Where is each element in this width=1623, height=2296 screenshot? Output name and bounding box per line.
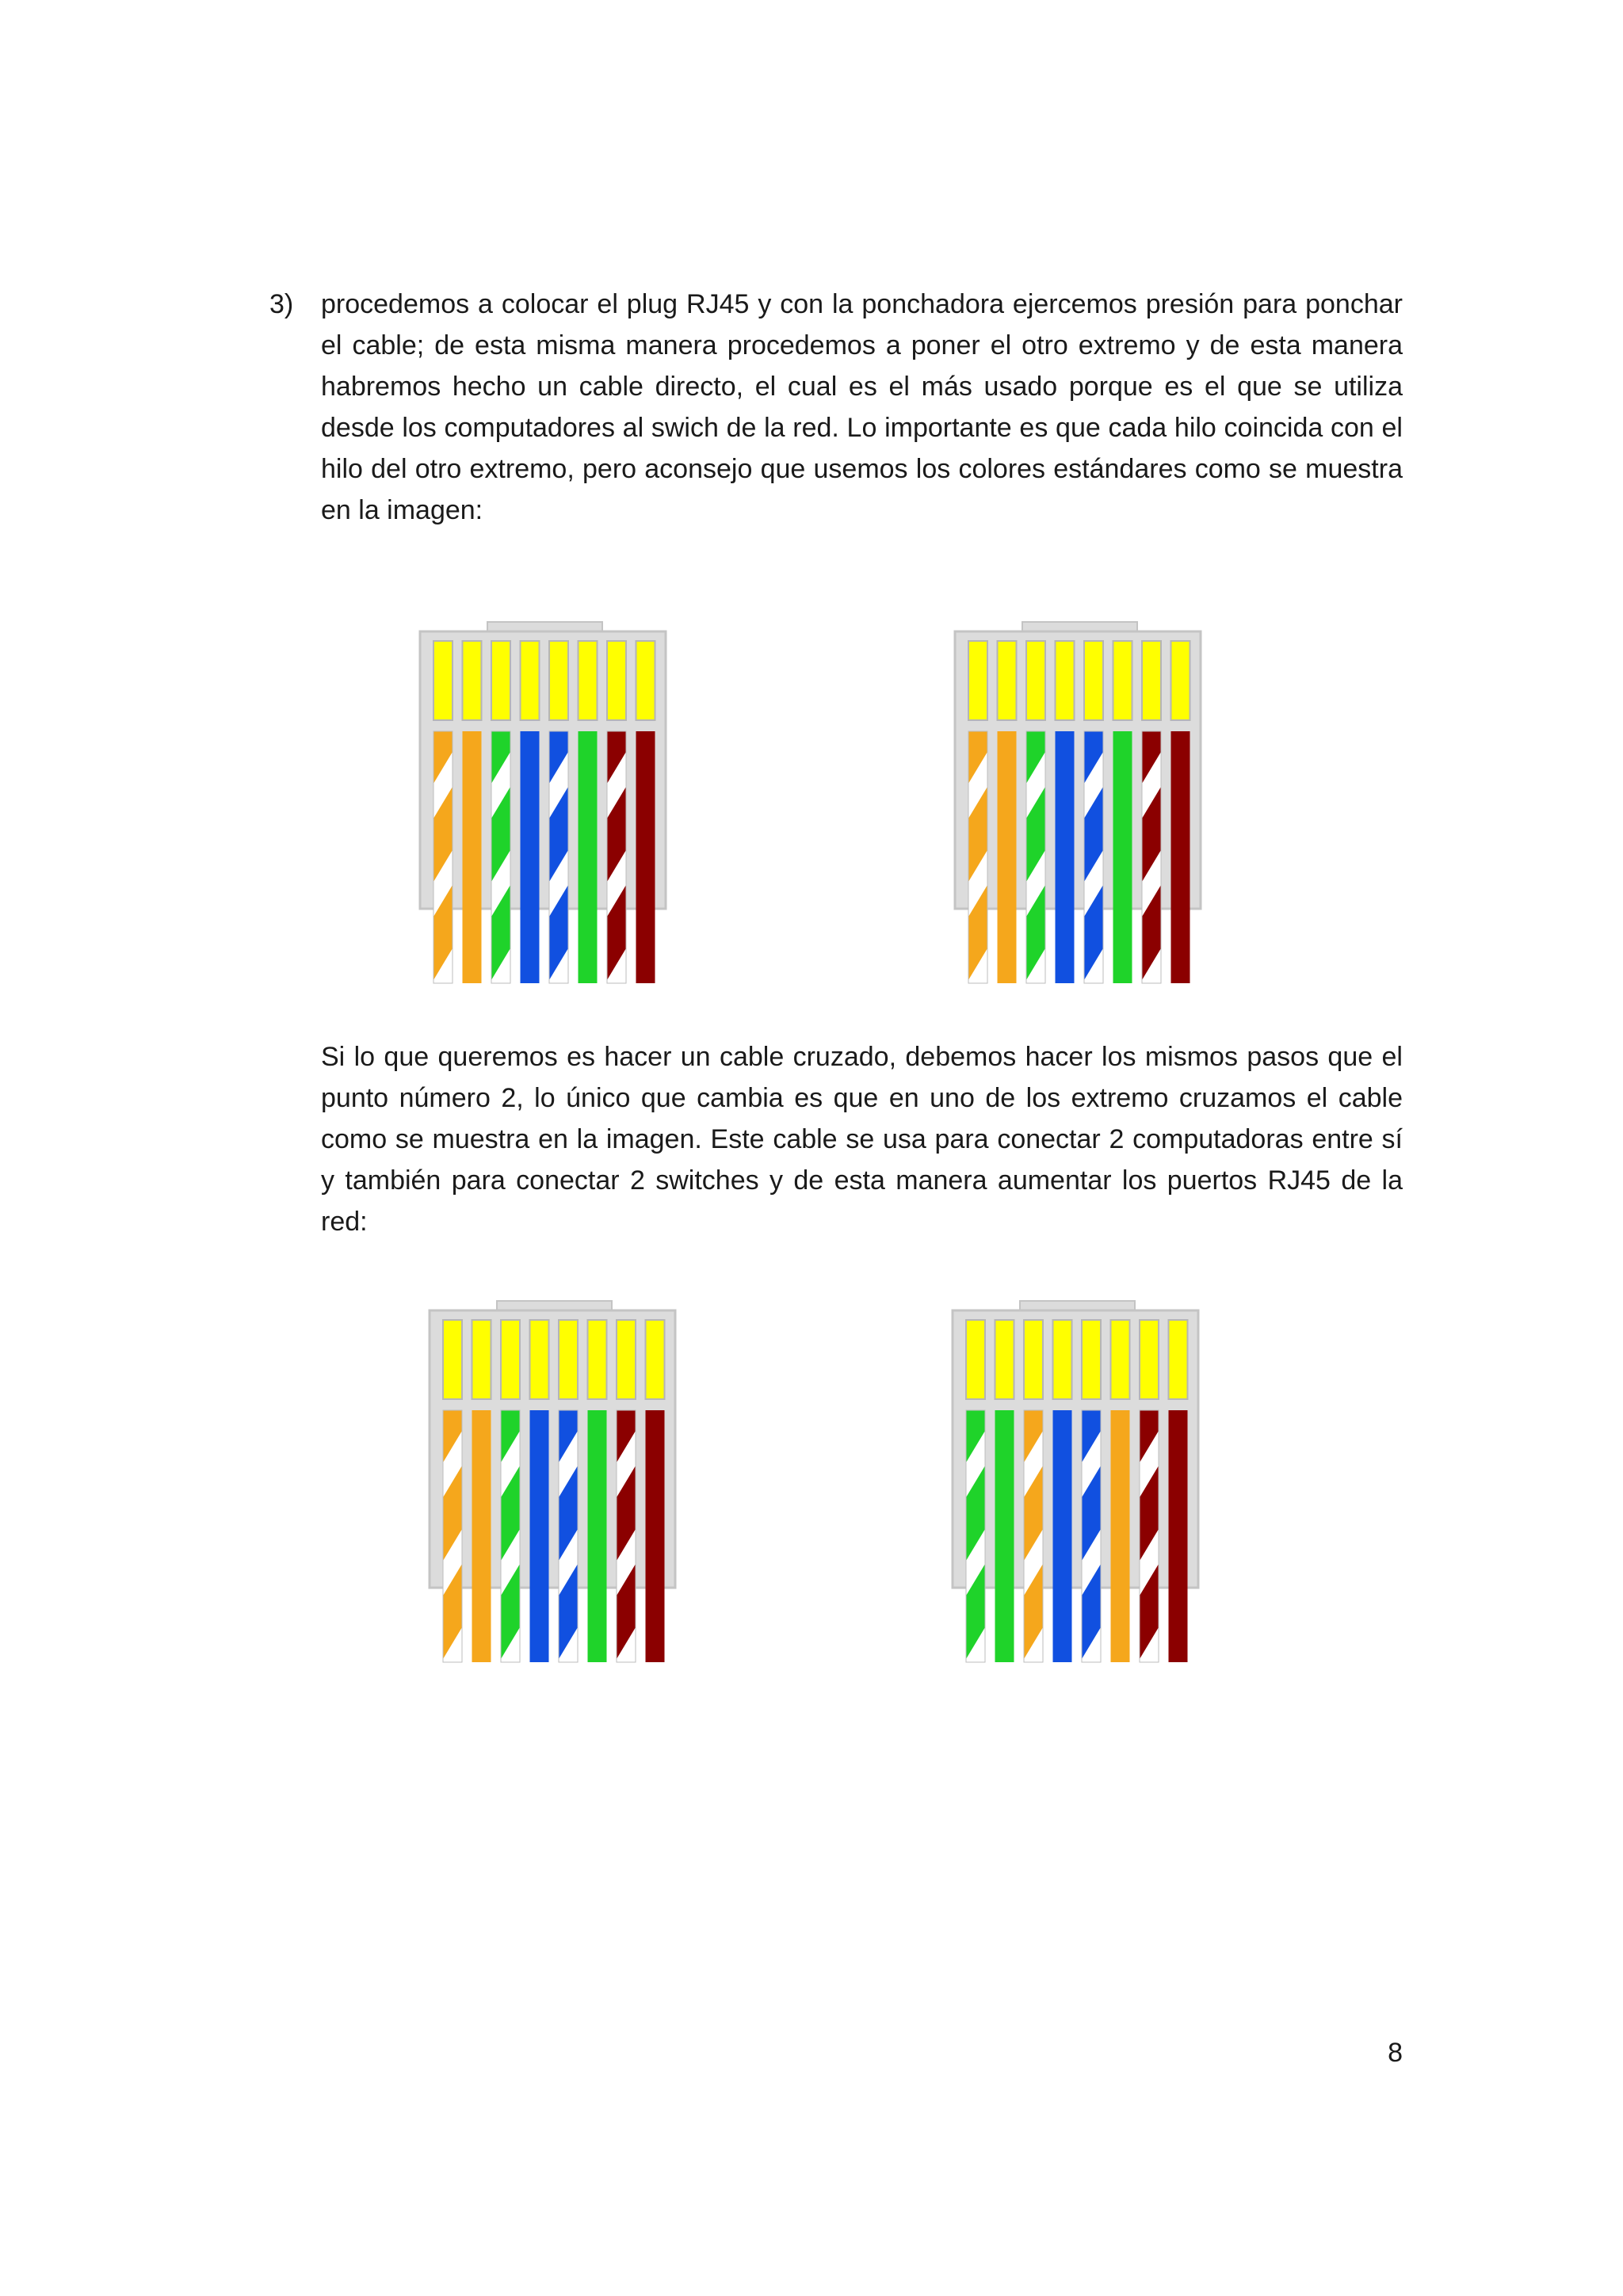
contact-pin xyxy=(1142,641,1161,720)
wire-white-blue xyxy=(1082,1410,1101,1662)
wire-orange xyxy=(1111,1410,1130,1662)
contact-pin xyxy=(588,1320,607,1399)
wire-orange xyxy=(472,1410,491,1662)
contact-pin xyxy=(998,641,1017,720)
wire-white-green xyxy=(1026,731,1045,983)
wire-orange xyxy=(998,731,1017,983)
contact-pin xyxy=(1113,641,1132,720)
wire-orange xyxy=(463,731,482,983)
rj45-crossover-connector-a xyxy=(430,1301,675,1665)
contact-pin xyxy=(463,641,482,720)
wire-white-brown xyxy=(1142,731,1161,983)
page-number: 8 xyxy=(1388,2038,1403,2068)
contact-pin xyxy=(491,641,510,720)
contact-pin xyxy=(579,641,598,720)
contact-pin xyxy=(1084,641,1103,720)
contact-pin xyxy=(1026,641,1045,720)
contact-pin xyxy=(530,1320,549,1399)
step-3 xyxy=(269,284,1403,531)
contact-pin xyxy=(559,1320,578,1399)
wire-white-brown xyxy=(607,731,626,983)
wire-white-orange xyxy=(1024,1410,1043,1662)
wire-white-blue xyxy=(1084,731,1103,983)
step-number: 3) xyxy=(269,289,294,319)
contact-pin xyxy=(443,1320,462,1399)
wire-brown xyxy=(1171,731,1190,983)
wire-white-green xyxy=(501,1410,520,1662)
wire-white-blue xyxy=(559,1410,578,1662)
contact-pin xyxy=(1111,1320,1130,1399)
contact-pin xyxy=(521,641,540,720)
contact-pin xyxy=(1082,1320,1101,1399)
contact-pin xyxy=(1056,641,1075,720)
wire-blue xyxy=(530,1410,549,1662)
plug-body xyxy=(430,1310,675,1588)
contact-pin xyxy=(1169,1320,1188,1399)
rj45-straight-connector-a xyxy=(420,622,666,986)
contact-pin xyxy=(1024,1320,1043,1399)
plug-body xyxy=(955,631,1201,909)
wire-green xyxy=(588,1410,607,1662)
contact-pin xyxy=(501,1320,520,1399)
step-text: procedemos a colocar el plug RJ45 y con la ponchadora ejercemos presión para ponchar el cable; de esta misma manera procedemos a poner el otro extremo y de esta manera habremos hecho un cable directo, el cual es el más usado porque es el que se utiliza desde los computadores al swich de la red. Lo importante es que cada hilo coincida con el hilo del otro extremo, pero aconsejo que usemos los colores estándares como se muestra en la imagen: xyxy=(321,289,1403,525)
contact-pin xyxy=(549,641,568,720)
crossover-paragraph: Si lo que queremos es hacer un cable cruzado, debemos hacer los mismos pasos que el punto número 2, lo único que cambia es que en uno de los extremo cruzamos el cable como se muestra en la imagen. Este cable se usa para conectar 2 computadoras entre sí y también para conectar 2 switches y de esta manera aumentar los puertos RJ45 de la red: xyxy=(321,1042,1403,1237)
contact-pin xyxy=(636,641,655,720)
wire-white-brown xyxy=(1140,1410,1159,1662)
wire-white-brown xyxy=(617,1410,636,1662)
contact-pin xyxy=(1053,1320,1072,1399)
wire-green xyxy=(579,731,598,983)
wire-blue xyxy=(1056,731,1075,983)
wire-brown xyxy=(636,731,655,983)
contact-pin xyxy=(607,641,626,720)
contact-pin xyxy=(968,641,987,720)
contact-pin xyxy=(1171,641,1190,720)
wire-white-orange xyxy=(968,731,987,983)
rj45-crossover-connector-b xyxy=(953,1301,1198,1665)
wire-green xyxy=(995,1410,1014,1662)
contact-pin xyxy=(617,1320,636,1399)
wire-brown xyxy=(1169,1410,1188,1662)
wire-white-green xyxy=(966,1410,985,1662)
wire-white-blue xyxy=(549,731,568,983)
wire-white-orange xyxy=(443,1410,462,1662)
wire-white-green xyxy=(491,731,510,983)
contact-pin xyxy=(433,641,453,720)
contact-pin xyxy=(472,1320,491,1399)
wire-blue xyxy=(1053,1410,1072,1662)
wire-brown xyxy=(646,1410,665,1662)
rj45-straight-connector-b xyxy=(955,622,1201,986)
wire-blue xyxy=(521,731,540,983)
contact-pin xyxy=(995,1320,1014,1399)
wire-white-orange xyxy=(433,731,453,983)
contact-pin xyxy=(1140,1320,1159,1399)
plug-body xyxy=(420,631,666,909)
wire-green xyxy=(1113,731,1132,983)
contact-pin xyxy=(646,1320,665,1399)
plug-body xyxy=(953,1310,1198,1588)
contact-pin xyxy=(966,1320,985,1399)
